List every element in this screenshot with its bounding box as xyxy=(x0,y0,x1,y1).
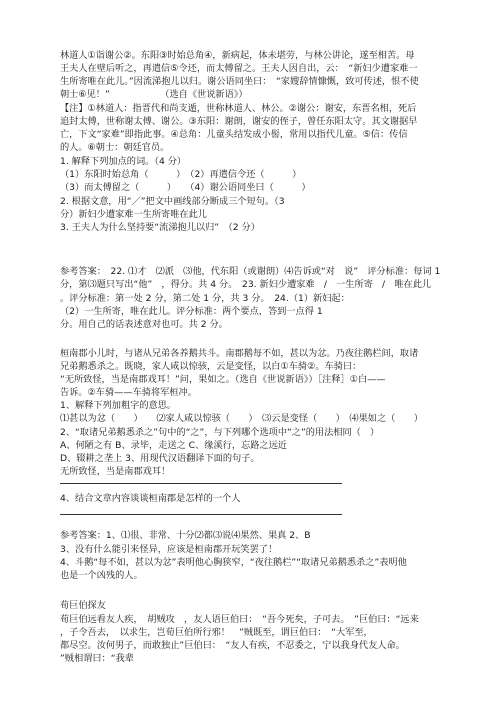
answer-line xyxy=(60,483,342,484)
passage1-note: 的人。⑥朝士：朝廷官员。 xyxy=(60,142,170,153)
question-1-items: （3）而太傅留之（ ） （4）谢公语同坐曰（ ） xyxy=(60,182,311,193)
answer1-line: 分。用自己的话表述意对也可。共 2 分。 xyxy=(60,319,228,330)
question-2: 2. 根据文意，用“／”把文中画线部分断成三个短句。（3 xyxy=(60,196,285,207)
passage3-line: 荀巨伯远看友人疾， 胡贼攻 ，友人语巨伯曰： “吾今死矣，子可去。 ”巨伯曰：“远来 xyxy=(60,614,419,625)
passage2-line: 告诉。②车骑——车骑将军桓冲。 xyxy=(60,387,197,398)
passage3-line: ，子令吾去， 以求生，岂荀巨伯所行邪！ ”贼既至，谓巨伯曰： “大军至， xyxy=(60,627,373,638)
passage1-note: 【注】①林道人：指晋代和尚支遁，世称林道人、林公。②谢公：谢安，东晋名相，死后 xyxy=(60,103,417,114)
passage2-options: A、何陋之有 B、录毕，走送之 C、缘溪行，忘路之远近 xyxy=(60,440,287,451)
passage1-line: 王夫人在壁后听之，再遣信⑤令还，而太傅留之。王夫人因自出，云： “新妇少遭家难一 xyxy=(60,63,418,74)
passage1-line: 林道人①诣谢公②。东阳③时始总角④，新病起，体未堪劳，与林公讲论，遂至相苦。母 xyxy=(60,50,415,61)
answer1-line: 分，第⑶题只写出“他” ，得分。共 4 分。 23. 新妇少遭家难 / 一生所寄 / 唯在此儿 xyxy=(60,279,432,290)
passage2-sentence: 无所致怪，当是南郡戏耳！ xyxy=(60,466,171,477)
passage2-line: 兄弟鹅悉杀之。既晓，家人咸以惊骇，云是变怪，以白①车骑②。车骑曰： xyxy=(60,361,362,372)
question-1: 1. 解释下列加点的词。（4 分） xyxy=(60,156,187,167)
question-1-items: （1）东阳时始总角（ ） （2）再遣信令还（ ） xyxy=(60,169,302,180)
passage2-options: D、辍耕之垄上 3、用现代汉语翻译下面的句子。 xyxy=(60,453,260,464)
answer2-line: 参考答案：1、⑴很、非常、十分⑵都⑶说⑷果然、果真 2、B xyxy=(60,530,311,541)
passage2-question-4: 4、结合文章内容谈谈桓南郡是怎样的一个人 xyxy=(60,493,241,504)
question-2-text: 分）新妇少遭家难一生所寄唯在此儿 xyxy=(60,209,207,220)
passage2-line: 桓南郡小儿时，与诸从兄弟各养鹅共斗。南郡鹅每不如，甚以为忿。乃夜往鹅栏间，取诸 xyxy=(60,348,419,359)
passage1-note: 亡，下文“家难”即指此事。④总角：儿童头结发成小髻，常用以指代儿童。⑤信：传信 xyxy=(60,129,408,140)
passage3-line: ”贼相谓曰：“我辈 xyxy=(60,653,134,664)
passage2-question: ⑴甚以为忿（ ） ⑵家人咸以惊骇（ ） ⑶云是变怪（ ） ⑷果如之（ ） xyxy=(60,413,423,424)
answer2-line: 4、斗鹅“每不如，甚以为忿”表明他心胸狭窄，“夜往鹅栏”“取诸兄弟鹅悉杀之”表明他 xyxy=(60,557,407,568)
answer2-line: 3、没有什么能引来怪异，应该是桓南郡开玩笑罢了！ xyxy=(60,544,278,555)
passage3-title: 荀巨伯探友 xyxy=(60,600,106,611)
passage2-line: “无所致怪，当是南郡戏耳！”问，果如之。（选自《世说新语》）［注释］①白—— xyxy=(60,374,386,385)
passage2-question: 2、“取诸兄弟鹅悉杀之”句中的“之”，与下列哪个选项中“之”的用法相同（ ） xyxy=(60,427,380,438)
question-3: 3. 王夫人为什么坚持要“流涕抱儿以归” （2 分） xyxy=(60,222,260,233)
answer1-line: 参考答案： 22. ⑴才 ⑵派 ⑶他，代东阳（或谢朗）⑷告诉或“对 说” 评分标准：每词 1 xyxy=(60,266,440,277)
answer1-line: （2）一生所寄，唯在此儿。评分标准：两个要点，答到一点得 1 xyxy=(60,306,323,317)
passage1-line: 生所寄唯在此儿。”因流涕抱儿以归。谢公语同坐曰： “家嫂辞情慷慨，致可传述，恨不使 xyxy=(60,76,419,87)
passage1-source: 朝士⑥见！” （选自《世说新语》） xyxy=(60,89,248,100)
passage2-question: 1、解释下列加粗字的意思。 xyxy=(60,400,177,411)
passage3-line: 都尽空。汝何男子，而敢独止”巨伯曰： “友人有疾，不忍委之，宁以我身代友人命。 xyxy=(60,640,405,651)
answer2-line: 也是一个凶残的人。 xyxy=(60,570,143,581)
passage1-note: 追封太傅，世称谢太傅、谢公。③东阳：谢朗，谢安的侄子，曾任东阳太守。其文谢据早 xyxy=(60,116,418,127)
answer1-line: 。评分标准：第一处 2 分，第二处 1 分，共 3 分。 24.（1）新妇起： xyxy=(60,293,350,304)
answer-line xyxy=(60,514,342,515)
